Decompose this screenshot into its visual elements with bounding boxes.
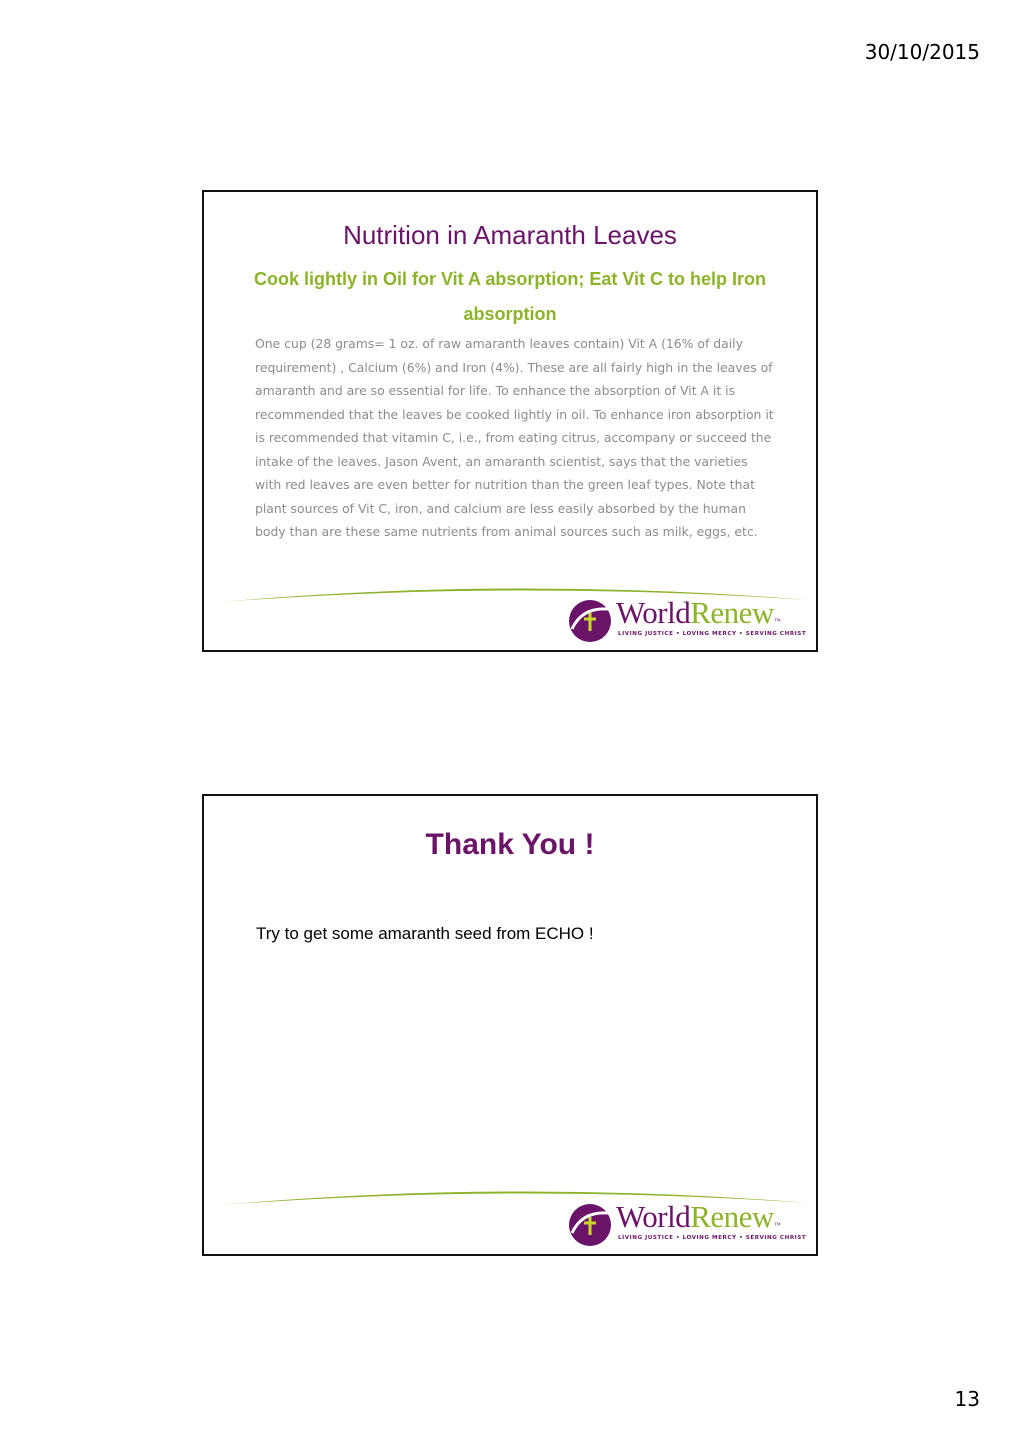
logo-word-world: World <box>616 1199 691 1234</box>
page-number: 13 <box>954 1387 980 1411</box>
worldrenew-logo <box>568 1201 808 1249</box>
logo-wordmark <box>616 1199 780 1235</box>
slide-body-text: Try to get some amaranth seed from ECHO ! <box>256 924 594 943</box>
slide-subtitle: Cook lightly in Oil for Vit A absorption; Eat Vit C to help Iron absorption <box>253 269 766 324</box>
worldrenew-logo <box>568 597 808 645</box>
logo-word-renew: Renew <box>690 1199 774 1234</box>
slide-thank-you <box>202 794 818 1256</box>
logo-word-world: World <box>616 595 691 630</box>
cross-circle-icon <box>568 599 612 643</box>
cross-circle-icon <box>568 1203 612 1247</box>
slide-title: Nutrition in Amaranth Leaves <box>343 220 677 250</box>
logo-wordmark <box>616 595 780 631</box>
logo-tagline: LIVING JUSTICE • LOVING MERCY • SERVING CHRIST <box>618 631 807 637</box>
logo-tagline: LIVING JUSTICE • LOVING MERCY • SERVING CHRIST <box>618 1235 807 1241</box>
logo-trademark: ™ <box>773 617 781 625</box>
page-date: 30/10/2015 <box>864 40 980 64</box>
slide-nutrition <box>202 190 818 652</box>
slide-body-text: One cup (28 grams= 1 oz. of raw amaranth leaves contain) Vit A (16% of daily requirement) , Calcium (6%) and Iron (4%). These are all fairly high in the leaves of amaranth and are so essential for life. To enhance the absorption of Vit A it is recommended that the leaves be cooked lightly in oil. To enhance iron absorption it is recommended that vitamin C, i.e., from eating citrus, accompany or succeed the intake of the leaves. Jason Avent, an amaranth scientist, says that the varieties with red leaves are even better for nutrition than the green leaf types. Note that plant sources of Vit C, iron, and calcium are less easily absorbed by the human body than are these same nutrients from animal sources such as milk, eggs, etc. <box>255 336 774 539</box>
slide-title: Thank You ! <box>425 828 595 861</box>
logo-word-renew: Renew <box>690 595 774 630</box>
logo-trademark: ™ <box>773 1221 781 1229</box>
